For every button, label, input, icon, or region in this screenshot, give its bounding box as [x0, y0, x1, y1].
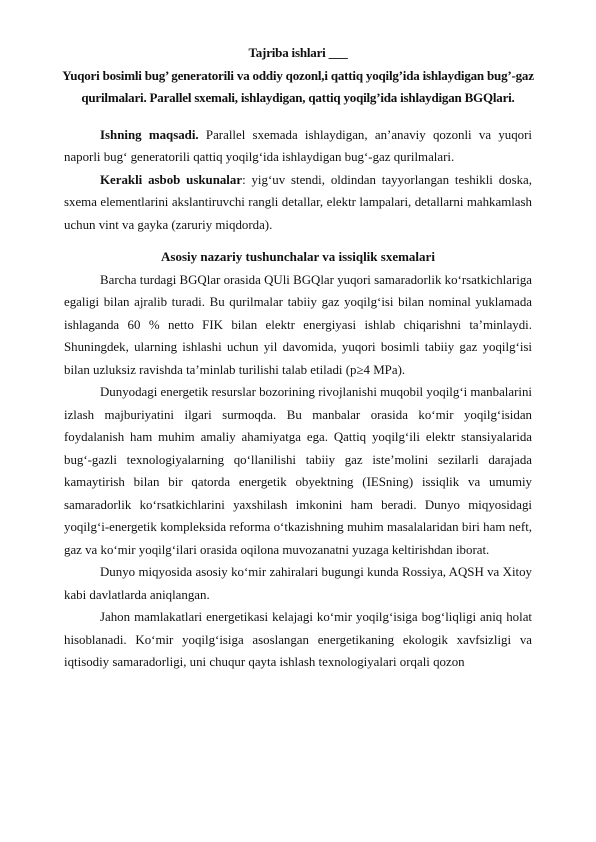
document-subtitle: Yuqori bosimli bug’ generatorili va oddiy qozonl,i qattiq yoqilg’ida ishlaydigan bug’-gaz qurilmalari. Parallel sxemali, ishlaydigan, qattiq yoqilg’ida ishlaydigan BGQlari. [62, 67, 534, 105]
equipment-paragraph [64, 169, 532, 237]
equipment-text: : yig‘uv stendi, oldindan tayyorlangan teshikli doska, sxema elementlarini akslantiruvchi rangli detallar, elektr lampalari, detallarni mahkamlash uchun vint va gayka (zaruriy miqdorda). [64, 172, 532, 232]
goal-text: Parallel sxemada ishlaydigan, an’anaviy qozonli va yuqori naporli bug‘ generatorili qattiq yoqilg‘ida ishlaydigan bug‘-gaz qurilmalari. [64, 127, 532, 164]
section-heading: Asosiy nazariy tushunchalar va issiqlik sxemalari [161, 249, 435, 264]
document-page [64, 40, 532, 674]
goal-label: Ishning maqsadi. [100, 127, 199, 142]
goal-paragraph [64, 124, 532, 169]
document-title: Tajriba ishlari ___ [248, 45, 348, 60]
body-paragraph: Barcha turdagi BGQlar orasida QUli BGQlar yuqori samaradorlik ko‘rsatkichlariga egaligi bilan ajralib turadi. Bu qurilmalar tabiiy gaz yoqilg‘isi bilan nominal yuklamada ishlaganda 60 % netto FIK bilan elektr energiyasi ishlab chiqarishni ta’minlaydi. Shuningdek, ularning ishlashi uchun yil davomida, yuqori bosimli tabiiy gaz yoqilg‘isi bilan uzluksiz ravishda ta’minlab turilishi talab etiladi (p≥4 MPa). [64, 272, 532, 377]
equipment-label: Kerakli asbob uskunalar [100, 172, 243, 187]
body-paragraph: Jahon mamlakatlari energetikasi kelajagi ko‘mir yoqilg‘isiga bog‘liqligi aniq holat hisoblanadi. Ko‘mir yoqilg‘isiga asoslangan energetikaning ekologik xavfsizligi va iqtisodiy samaradorligi, uni chuqur qayta ishlash texnologiyalari orqali qozon [64, 610, 532, 669]
body-paragraph: Dunyo miqyosida asosiy ko‘mir zahiralari bugungi kunda Rossiya, AQSH va Xitoy kabi davlatlarda aniqlangan. [64, 565, 532, 602]
body-paragraph: Dunyodagi energetik resurslar bozorining rivojlanishi muqobil yoqilg‘i manbalarini izlash majburiyatini ilgari surmoqda. Bu manbalar orasida ko‘mir yoqilg‘isidan foydalanish ham muhim amaliy ahamiyatga ega. Qattiq yoqilg‘ili elektr stansiyalarida bug‘-gazli texnologiyalarning qo‘llanilishi tabiiy gaz iste’molini sezilarli darajada kamaytirish bilan bir qatorda energetik obyektning (IESning) issiqlik va umumiy samaradorlik ko‘rsatkichlarini yaxshilash imkonini ham beradi. Dunyo miqyosidagi yoqilg‘i-energetik kompleksida reforma o‘tkazishning muhim masalalaridan biri ham neft, gaz va ko‘mir yoqilg‘ilari orasida oqilona muvozanatni yuzaga keltirishdan iborat. [64, 385, 532, 557]
